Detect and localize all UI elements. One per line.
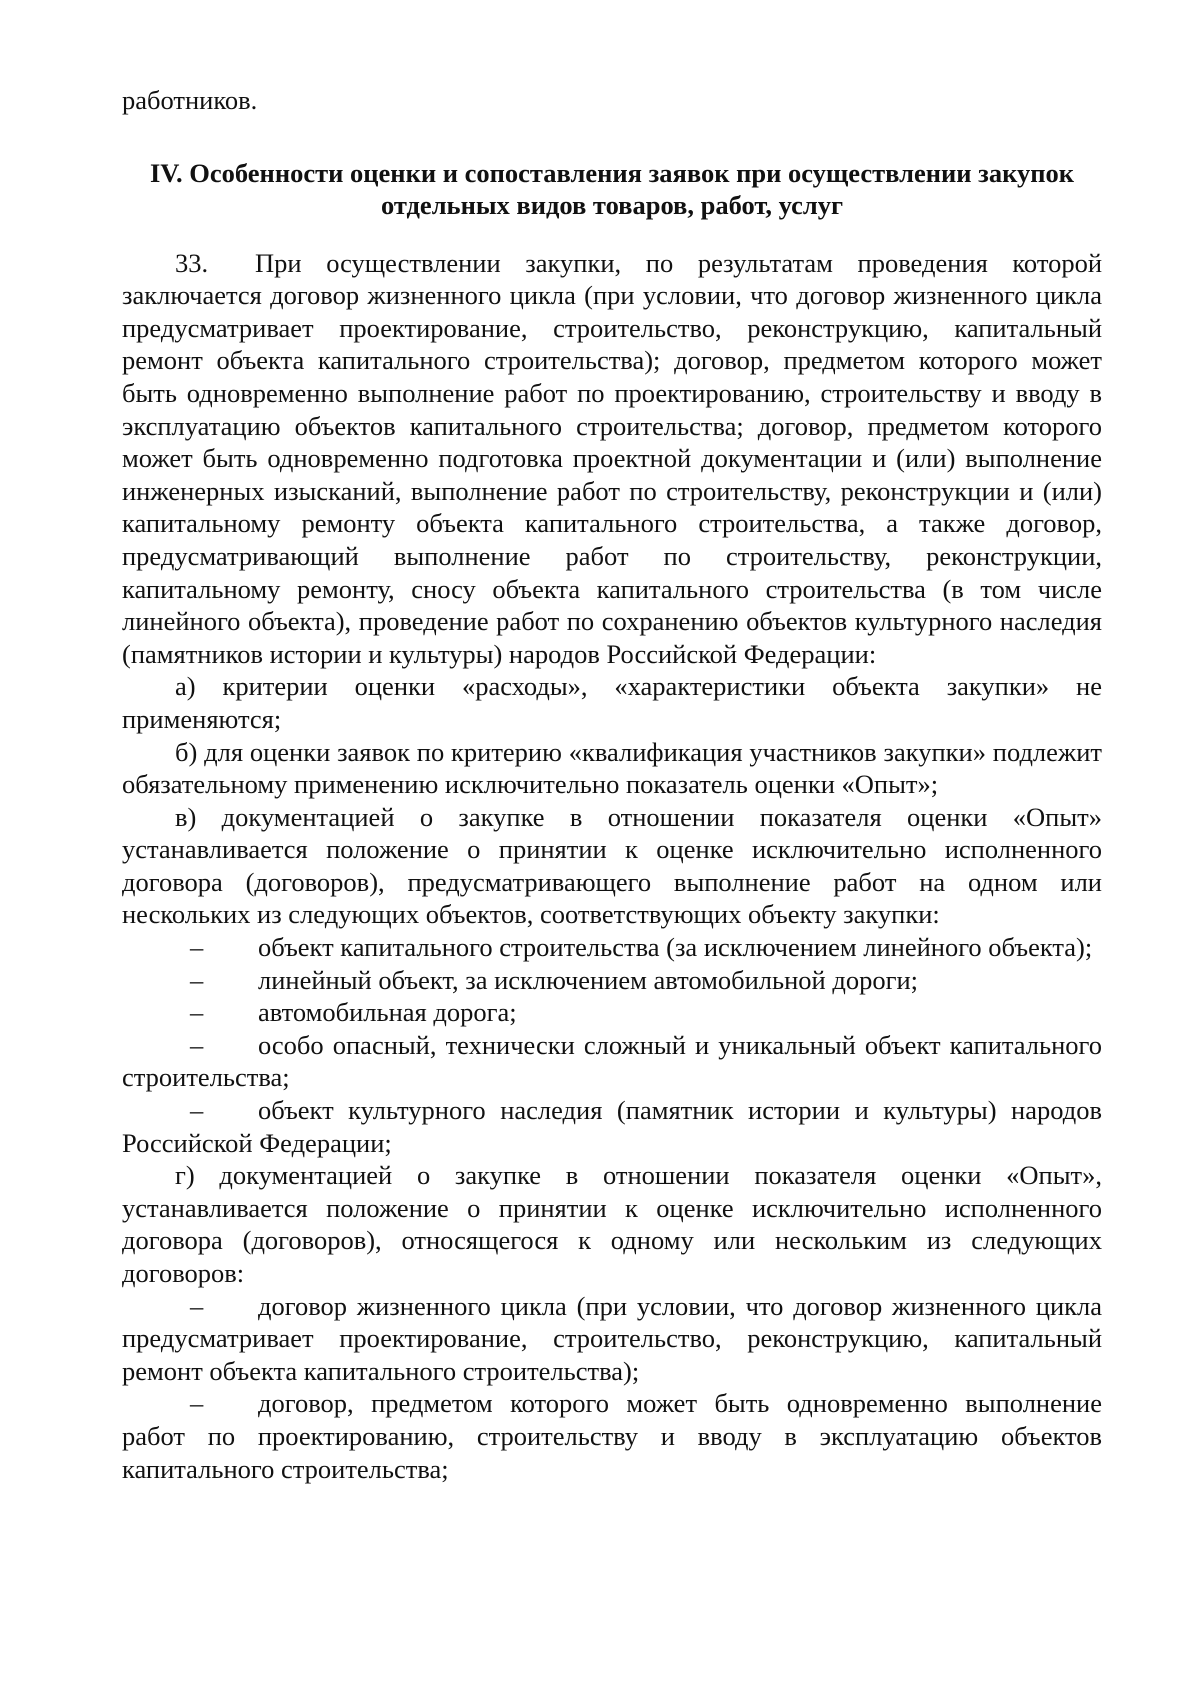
subitem-b: б) для оценки заявок по критерию «квалификация участников закупки» подлежит обязательному применению исключительно показатель оценки «Опыт»;	[122, 736, 1102, 800]
list-item-text: объект культурного наследия (памятник истории и культуры) народов Российской Федерации;	[122, 1095, 1102, 1158]
list-item	[122, 996, 1102, 1029]
list-item-text: объект капитального строительства (за исключением линейного объекта);	[258, 932, 1093, 963]
section-heading-line-2: отдельных видов товаров, работ, услуг	[380, 189, 844, 220]
dash-marker: –	[190, 1290, 204, 1321]
subitem-v-list	[122, 931, 1102, 1159]
list-item-text: линейный объект, за исключением автомобильной дороги;	[258, 964, 918, 995]
list-item	[122, 1029, 1102, 1094]
dash-marker: –	[190, 1029, 204, 1060]
section-heading-line-1: IV. Особенности оценки и сопоставления заявок при осуществлении закупок	[149, 157, 1075, 188]
list-item	[122, 1387, 1102, 1485]
list-item	[122, 1094, 1102, 1159]
list-item	[122, 1290, 1102, 1388]
paragraph-33	[122, 247, 1102, 671]
subitem-g: г) документацией о закупке в отношении показателя оценки «Опыт», устанавливается положение о принятии к оценке исключительно исполненного договора (договоров), относящегося к одному или нескольким из следующих договоров:	[122, 1160, 1102, 1288]
list-item-text: автомобильная дорога;	[258, 997, 517, 1028]
section-heading	[122, 157, 1102, 221]
dash-marker: –	[190, 1095, 204, 1126]
paragraph-number: 33.	[175, 247, 209, 278]
list-item-text: договор, предметом которого может быть одновременно выполнение работ по проектированию, строительству и вводу в эксплуатацию объектов капитального строительства;	[122, 1388, 1102, 1484]
subitem-g-list	[122, 1290, 1102, 1486]
list-item	[122, 964, 1102, 997]
list-item-text: договор жизненного цикла (при условии, что договор жизненного цикла предусматривает проектирование, строительство, реконструкцию, капитальный ремонт объекта капитального строительства);	[122, 1290, 1102, 1386]
paragraph-33-text: При осуществлении закупки, по результатам проведения которой заключается договор жизненного цикла (при условии, что договор жизненного цикла предусматривает проектирование, строительство, реконструкцию, капитальный ремонт объекта капитального строительства); договор, предметом которого может быть одновременно выполнение работ по проектированию, строительству и вводу в эксплуатацию объектов капитального строительства; договор, предметом которого может быть одновременно подготовка проектной документации и (или) выполнение инженерных изысканий, выполнение работ по строительству, реконструкции и (или) капитальному ремонту объекта капитального строительства, а также договор, предусматривающий выполнение работ по строительству, реконструкции, капитальному ремонту, сносу объекта капитального строительства (в том числе линейного объекта), проведение работ по сохранению объектов культурного наследия (памятников истории и культуры) народов Российской Федерации:	[122, 247, 1102, 669]
subitem-a: а) критерии оценки «расходы», «характеристики объекта закупки» не применяются;	[122, 671, 1102, 734]
list-item	[122, 931, 1102, 964]
dash-marker: –	[190, 932, 204, 963]
document-page	[122, 84, 1102, 1485]
dash-marker: –	[190, 997, 204, 1028]
dash-marker: –	[190, 964, 204, 995]
dash-marker: –	[190, 1388, 204, 1419]
subitem-v: в) документацией о закупке в отношении показателя оценки «Опыт» устанавливается положение о принятии к оценке исключительно исполненного договора (договоров), предусматривающего выполнение работ на одном или нескольких из следующих объектов, соответствующих объекту закупки:	[122, 801, 1102, 930]
continuation-line: работников.	[122, 85, 258, 115]
list-item-text: особо опасный, технически сложный и уникальный объект капитального строительства;	[122, 1029, 1102, 1093]
